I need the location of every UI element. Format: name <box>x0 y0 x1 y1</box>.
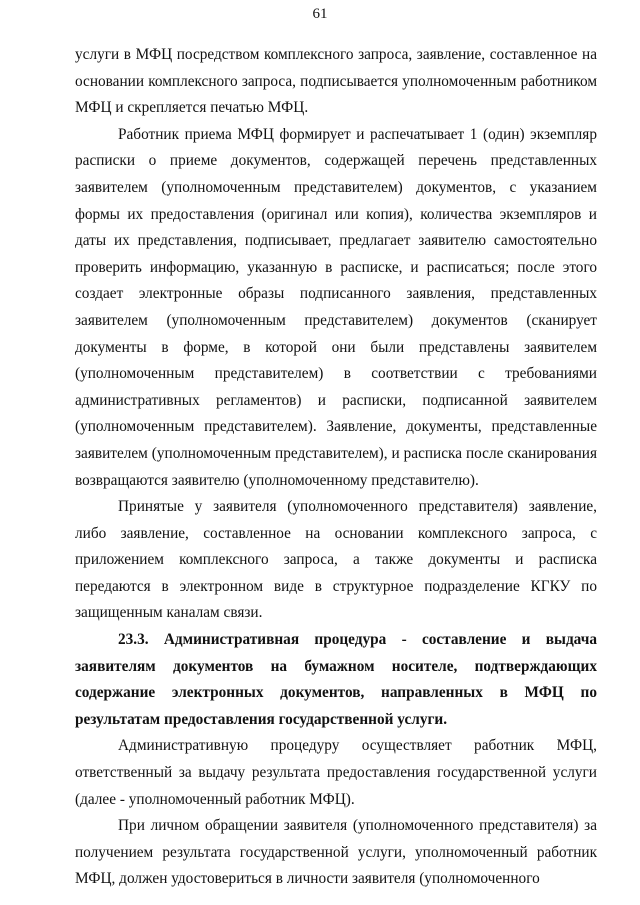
section-heading-23-3: 23.3. Административная процедура - составление и выдача заявителям документов на бумажном носителе, подтверждающих содержание электронных документов, направленных в МФЦ по результатам предоставления государственной услуги. <box>75 631 597 728</box>
paragraph-responsible-worker: Административную процедуру осуществляет работник МФЦ, ответственный за выдачу результата предоставления государственной услуги (далее - уполномоченный работник МФЦ). <box>75 737 597 808</box>
paragraph-continuation: услуги в МФЦ посредством комплексного запроса, заявление, составленное на основании комплексного запроса, подписывается уполномоченным работником МФЦ и скрепляется печатью МФЦ. <box>75 46 597 117</box>
page-number: 61 <box>312 6 328 22</box>
paragraph-electronic-transfer: Принятые у заявителя (уполномоченного представителя) заявление, либо заявление, составленное на основании комплексного запроса, с приложением комплексного запроса, а также документы и расписка передаются в электронном виде в структурное подразделение КГКУ по защищенным каналам связи. <box>75 498 597 622</box>
paragraph-receipt-procedure: Работник приема МФЦ формирует и распечатывает 1 (один) экземпляр расписки о приеме документов, содержащей перечень представленных заявителем (уполномоченным представителем) документов, с указанием формы их предоставления (оригинал или копия), количества экземпляров и даты их представления, подписывает, предлагает заявителю самостоятельно проверить информацию, указанную в расписке, и расписаться; после этого создает электронные образы подписанного заявления, представленных заявителем (уполномоченным представителем) документов (сканирует документы в форме, в которой они были представлены заявителем (уполномоченным представителем) в соответствии с требованиями административных регламентов) и расписки, подписанной заявителем (уполномоченным представителем). Заявление, документы, представленные заявителем (уполномоченным представителем), и расписка после сканирования возвращаются заявителю (уполномоченному представителю). <box>75 125 597 489</box>
paragraph-personal-appeal: При личном обращении заявителя (уполномоченного представителя) за получением результата государственной услуги, уполномоченный работник МФЦ, должен удостовериться в личности заявителя (уполномоченного <box>75 817 597 888</box>
document-body <box>75 42 597 893</box>
